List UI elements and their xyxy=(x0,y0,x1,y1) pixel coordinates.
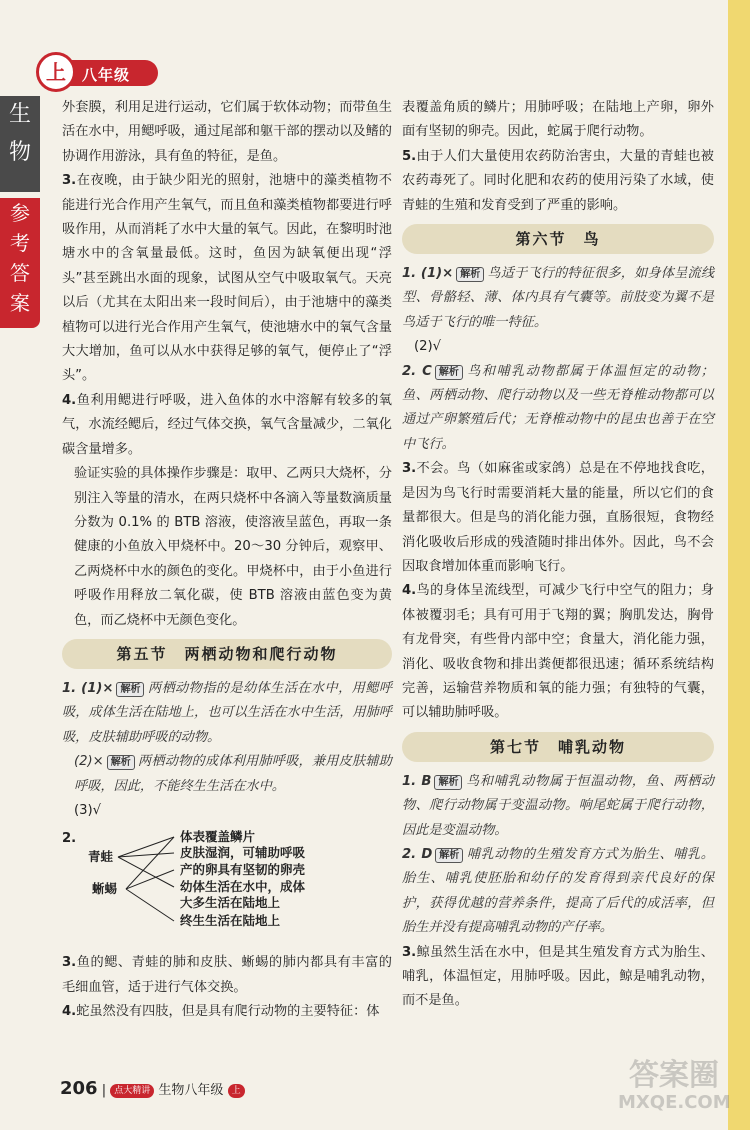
answer-paragraph: 外套膜，利用足进行运动，它们属于软体动物；而带鱼生活在水中，用鳃呼吸，通过尾部和躯干部的摆动以及鳍的协调作用游泳，具有鱼的特征，是鱼。 xyxy=(62,100,392,164)
answer-item xyxy=(62,750,392,799)
item-number: 1. (1)× xyxy=(402,266,454,282)
item-text: 鸟的身体呈流线型，可减少飞行中空气的阻力；身体被覆羽毛；具有可用于飞翔的翼；胸肌发达，胸骨有龙骨突，有些骨内部中空；食量大，消化能力强，消化、吸收食物和排出粪便都很迅速；循环系统结构完善，运输营养物质和氧的能力强；有独特的气囊，可以辅助肺呼吸。 xyxy=(402,583,714,721)
trait-label: 体表覆盖鳞片 xyxy=(180,829,256,845)
analysis-tag: 解析 xyxy=(435,848,463,863)
item-number: 3. xyxy=(62,173,77,189)
analysis-tag: 解析 xyxy=(456,267,484,282)
footer-grade-badge: 上 xyxy=(228,1084,245,1098)
trait-label: 产的卵具有坚韧的卵壳 xyxy=(180,862,306,878)
answer-item xyxy=(402,941,714,1014)
footer-title: 生物八年级 xyxy=(158,1083,224,1098)
answer-item: (2)√ xyxy=(414,339,442,355)
item-number: 1. (1)× xyxy=(62,680,114,696)
item-text: 鱼的鳃、青蛙的肺和皮肤、蜥蜴的肺内都具有丰富的毛细血管，适于进行气体交换。 xyxy=(62,955,392,995)
watermark-url: MXQE.COM xyxy=(618,1092,731,1113)
item-text: 鸟适于飞行的特征很多，如身体呈流线型、骨骼轻、薄、体内具有气囊等。前肢变为翼不是鸟适于飞行的唯一特征。 xyxy=(402,266,715,330)
answer-paragraph: 表覆盖角质的鳞片；用肺呼吸；在陆地上产卵，卵外面有坚韧的卵壳。因此，蛇属于爬行动物。 xyxy=(402,100,714,140)
item-text: 鸟和哺乳动物属于恒温动物，鱼、两栖动物、爬行动物属于变温动物。响尾蛇属于爬行动物，因此是变温动物。 xyxy=(402,773,714,838)
item-text: 鱼利用鳃进行呼吸，进入鱼体的水中溶解有较多的氧气，水流经鳃后，经过气体交换，氧气含量减少，二氧化碳含量增多。 xyxy=(62,392,392,457)
answer-item xyxy=(62,951,392,1000)
answer-tab xyxy=(0,198,40,328)
section-heading: 第六节 鸟 xyxy=(402,224,714,254)
item-text: 在夜晚，由于缺少阳光的照射，池塘中的藻类植物不能进行光合作用产生氧气，而且鱼和藻类植物都要进行呼吸作用，从而消耗了水中大量的氧气。因此，在黎明时池塘水中的含氧量最低。这时，鱼因为缺氧便出现“浮头”甚至跳出水面的现象，试图从空气中吸取氧气。天亮以后（尤其在太阳出来一段时间后），由于池塘中的藻类植物可以进行光合作用产生氧气，使池塘水中的氧气含量大大增加，鱼可以从水中获得足够的氧气，便停止了“浮头”。 xyxy=(62,173,392,384)
match-line xyxy=(126,870,174,889)
match-line xyxy=(126,837,174,889)
item-text: 鸟和哺乳动物都属于体温恒定的动物；鱼、两栖动物、爬行动物以及一些无脊椎动物都可以通过产卵繁殖后代；无脊椎动物中的昆虫也善于在空中飞行。 xyxy=(402,363,714,452)
answer-item xyxy=(402,579,714,725)
trait-label: 幼体生活在水中，成体 xyxy=(180,879,306,895)
answer-item xyxy=(402,457,714,579)
series-badge: 点大精讲 xyxy=(110,1084,154,1098)
right-column xyxy=(402,96,714,1014)
item-text: 蛇虽然没有四肢，但是具有爬行动物的主要特征：体 xyxy=(76,1004,380,1020)
item-text: 不会。鸟（如麻雀或家鸽）总是在不停地找食吃，是因为鸟飞行时需要消耗大量的能量，所以它们的食量都很大。但是鸟的消化能力强，直肠很短，食物经消化吸收后形成的残渣随时排出体外。因此，鸟不会因取食增加体重而影响飞行。 xyxy=(402,461,714,574)
watermark-text: 答案圈 xyxy=(629,1058,719,1093)
item-number: 5. xyxy=(402,148,417,164)
animal-label: 青蛙 xyxy=(88,849,114,865)
page-footer xyxy=(60,1078,245,1100)
grade-text: 八年级 xyxy=(82,66,131,84)
analysis-tag: 解析 xyxy=(116,682,144,697)
subject-char: 物 xyxy=(8,140,31,165)
analysis-tag: 解析 xyxy=(434,775,462,790)
item-text: 哺乳动物的生殖发育方式为胎生、哺乳。胎生、哺乳使胚胎和幼仔的发育得到亲代良好的保护，获得优越的营养条件，提高了后代的成活率，但胎生并没有提高哺乳动物的产仔率。 xyxy=(402,846,714,936)
answer-item xyxy=(62,169,392,389)
item-number: (2)× xyxy=(74,754,104,770)
item-number: 4. xyxy=(62,392,77,408)
match-line xyxy=(126,889,174,921)
answer-item xyxy=(402,843,714,941)
trait-label: 终生生活在陆地上 xyxy=(180,913,281,929)
answer-item xyxy=(402,145,714,218)
answer-char: 考 xyxy=(10,231,30,255)
side-strip xyxy=(728,0,750,1130)
item-number: 4. xyxy=(62,1004,77,1020)
answer-item xyxy=(402,770,714,843)
item-number: 4. xyxy=(402,583,417,599)
answer-item: (3)√ xyxy=(74,802,102,818)
item-number: 3. xyxy=(62,955,77,971)
answer-item xyxy=(62,389,392,462)
match-line xyxy=(118,857,174,887)
subject-char: 生 xyxy=(8,102,31,127)
item-text: 两栖动物指的是幼体生活在水中，用鳃呼吸，成体生活在陆地上，也可以生活在水中生活，用肺呼吸，皮肤辅助呼吸的动物。 xyxy=(62,680,393,745)
item-number: 3. xyxy=(402,944,417,960)
grade-badge xyxy=(0,50,160,94)
answer-item xyxy=(62,677,392,750)
trait-label: 大多生活在陆地上 xyxy=(180,895,281,911)
item-number: 3. xyxy=(402,461,417,477)
answer-paragraph: 验证实验的具体操作步骤是：取甲、乙两只大烧杯，分别注入等量的清水，在两只烧杯中各滴入等量数滴质量分数为 0.1% 的 BTB 溶液，使溶液呈蓝色，再取一条健康的小鱼放入甲烧杯中。20～30 分钟后，观察甲、乙两烧杯中水的颜色的变化。甲烧杯中，由于小鱼进行呼吸作用释放二氧化碳，使 BTB 溶液由蓝色变为黄色，而乙烧杯中无颜色变化。 xyxy=(74,466,392,628)
answer-char: 案 xyxy=(10,291,30,315)
analysis-tag: 解析 xyxy=(435,365,463,380)
item-number: 1. B xyxy=(402,773,432,789)
left-column xyxy=(62,96,392,1025)
item-text: 鲸虽然生活在水中，但是其生殖发育方式为胎生、哺乳，体温恒定，用肺呼吸。因此，鲸是哺乳动物，而不是鱼。 xyxy=(402,944,714,1009)
section-heading: 第五节 两栖动物和爬行动物 xyxy=(62,639,392,669)
page-number: 206 xyxy=(60,1078,98,1099)
answer-char: 答 xyxy=(10,261,30,285)
matching-diagram xyxy=(62,827,392,945)
subject-tab xyxy=(0,96,40,192)
animal-label: 蜥蜴 xyxy=(92,881,118,897)
section-heading: 第七节 哺乳动物 xyxy=(402,732,714,762)
grade-circle: 上 xyxy=(36,52,76,92)
footer-divider: | xyxy=(101,1083,107,1098)
item-number: 2. D xyxy=(402,846,433,862)
answer-item xyxy=(402,262,714,335)
item-text: 两栖动物的成体利用肺呼吸，兼用皮肤辅助呼吸，因此，不能终生生活在水中。 xyxy=(74,754,392,794)
answer-item xyxy=(62,1000,392,1024)
analysis-tag: 解析 xyxy=(107,755,135,770)
item-number: 2. xyxy=(62,831,77,847)
trait-label: 皮肤湿润，可辅助呼吸 xyxy=(180,845,306,861)
watermark-logo xyxy=(618,1060,730,1126)
answer-item xyxy=(402,360,714,458)
answer-char: 参 xyxy=(10,201,30,225)
item-number: 2. C xyxy=(402,363,432,379)
item-text: 由于人们大量使用农药防治害虫，大量的青蛙也被农药毒死了。同时化肥和农药的使用污染了水域，使青蛙的生殖和发育受到了严重的影响。 xyxy=(402,148,714,213)
